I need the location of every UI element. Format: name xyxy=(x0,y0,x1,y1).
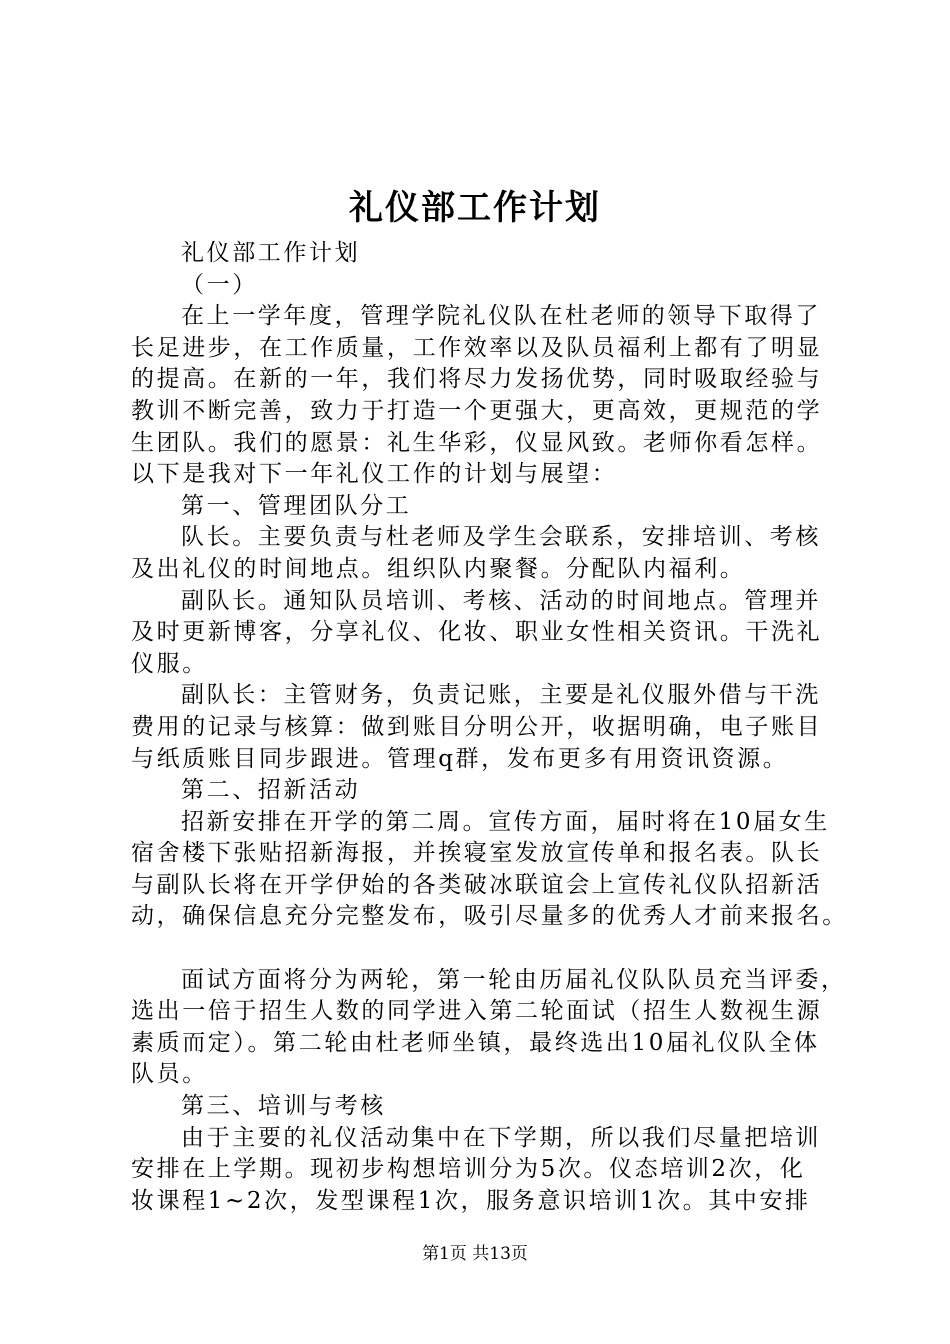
body-line: 队员。 xyxy=(131,1061,208,1088)
body-line: 由于主要的礼仪活动集中在下学期，所以我们尽量把培训 xyxy=(181,1124,821,1151)
document-body xyxy=(131,238,848,1217)
body-line: 选出一倍于招生人数的同学进入第二轮面试（招生人数视生源 xyxy=(131,998,823,1025)
body-line: 第三、培训与考核 xyxy=(181,1093,386,1120)
body-line: （一） xyxy=(181,271,258,298)
body-line: 礼仪部工作计划 xyxy=(181,240,361,266)
body-line: 以下是我对下一年礼仪工作的计划与展望： xyxy=(131,461,618,488)
body-line: 生团队。我们的愿景：礼生华彩，仪显风致。老师你看怎样。 xyxy=(131,429,823,456)
body-line: 妆课程1~2次，发型课程1次，服务意识培训1次。其中安排 xyxy=(131,1187,811,1214)
body-line: 招新安排在开学的第二周。宣传方面，届时将在10届女生 xyxy=(181,808,830,835)
body-line: 教训不断完善，致力于打造一个更强大，更高效，更规范的学 xyxy=(131,397,823,424)
body-line: 安排在上学期。现初步构想培训分为5次。仪态培训2次，化 xyxy=(131,1156,806,1183)
body-line: 与副队长将在开学伊始的各类破冰联谊会上宣传礼仪队招新活 xyxy=(131,871,823,898)
body-line: 动，确保信息充分完整发布，吸引尽量多的优秀人才前来报名。 xyxy=(131,903,848,930)
body-line: 第一、管理团队分工 xyxy=(181,492,412,519)
body-line: 及出礼仪的时间地点。组织队内聚餐。分配队内福利。 xyxy=(131,555,746,582)
body-line: 仪服。 xyxy=(131,650,208,677)
body-line: 副队长：主管财务，负责记账，主要是礼仪服外借与干洗 xyxy=(181,682,821,709)
body-line: 面试方面将分为两轮，第一轮由历届礼仪队队员充当评委， xyxy=(181,966,847,993)
body-line xyxy=(131,933,831,965)
body-line: 长足进步，在工作质量，工作效率以及队员福利上都有了明显 xyxy=(131,334,823,361)
body-line: 费用的记录与核算：做到账目分明公开，收据明确，电子账目 xyxy=(131,713,823,740)
body-line: 副队长。通知队员培训、考核、活动的时间地点。管理并 xyxy=(181,587,821,614)
body-line: 宿舍楼下张贴招新海报，并挨寝室发放宣传单和报名表。队长 xyxy=(131,840,823,867)
body-line: 素质而定）。第二轮由杜老师坐镇，最终选出10届礼仪队全体 xyxy=(131,1029,820,1056)
page-footer: 第1页 共13页 xyxy=(422,1244,528,1264)
body-line: 队长。主要负责与杜老师及学生会联系，安排培训、考核 xyxy=(181,524,821,551)
body-line: 及时更新博客，分享礼仪、化妆、职业女性相关资讯。干洗礼 xyxy=(131,619,823,646)
body-line: 与纸质账目同步跟进。管理q群，发布更多有用资讯资源。 xyxy=(131,745,789,772)
body-line: 的提高。在新的一年，我们将尽力发扬优势，同时吸取经验与 xyxy=(131,366,823,393)
document-title: 礼仪部工作计划 xyxy=(349,188,601,228)
body-line: 在上一学年度，管理学院礼仪队在杜老师的领导下取得了 xyxy=(181,303,821,330)
body-line: 第二、招新活动 xyxy=(181,777,361,804)
